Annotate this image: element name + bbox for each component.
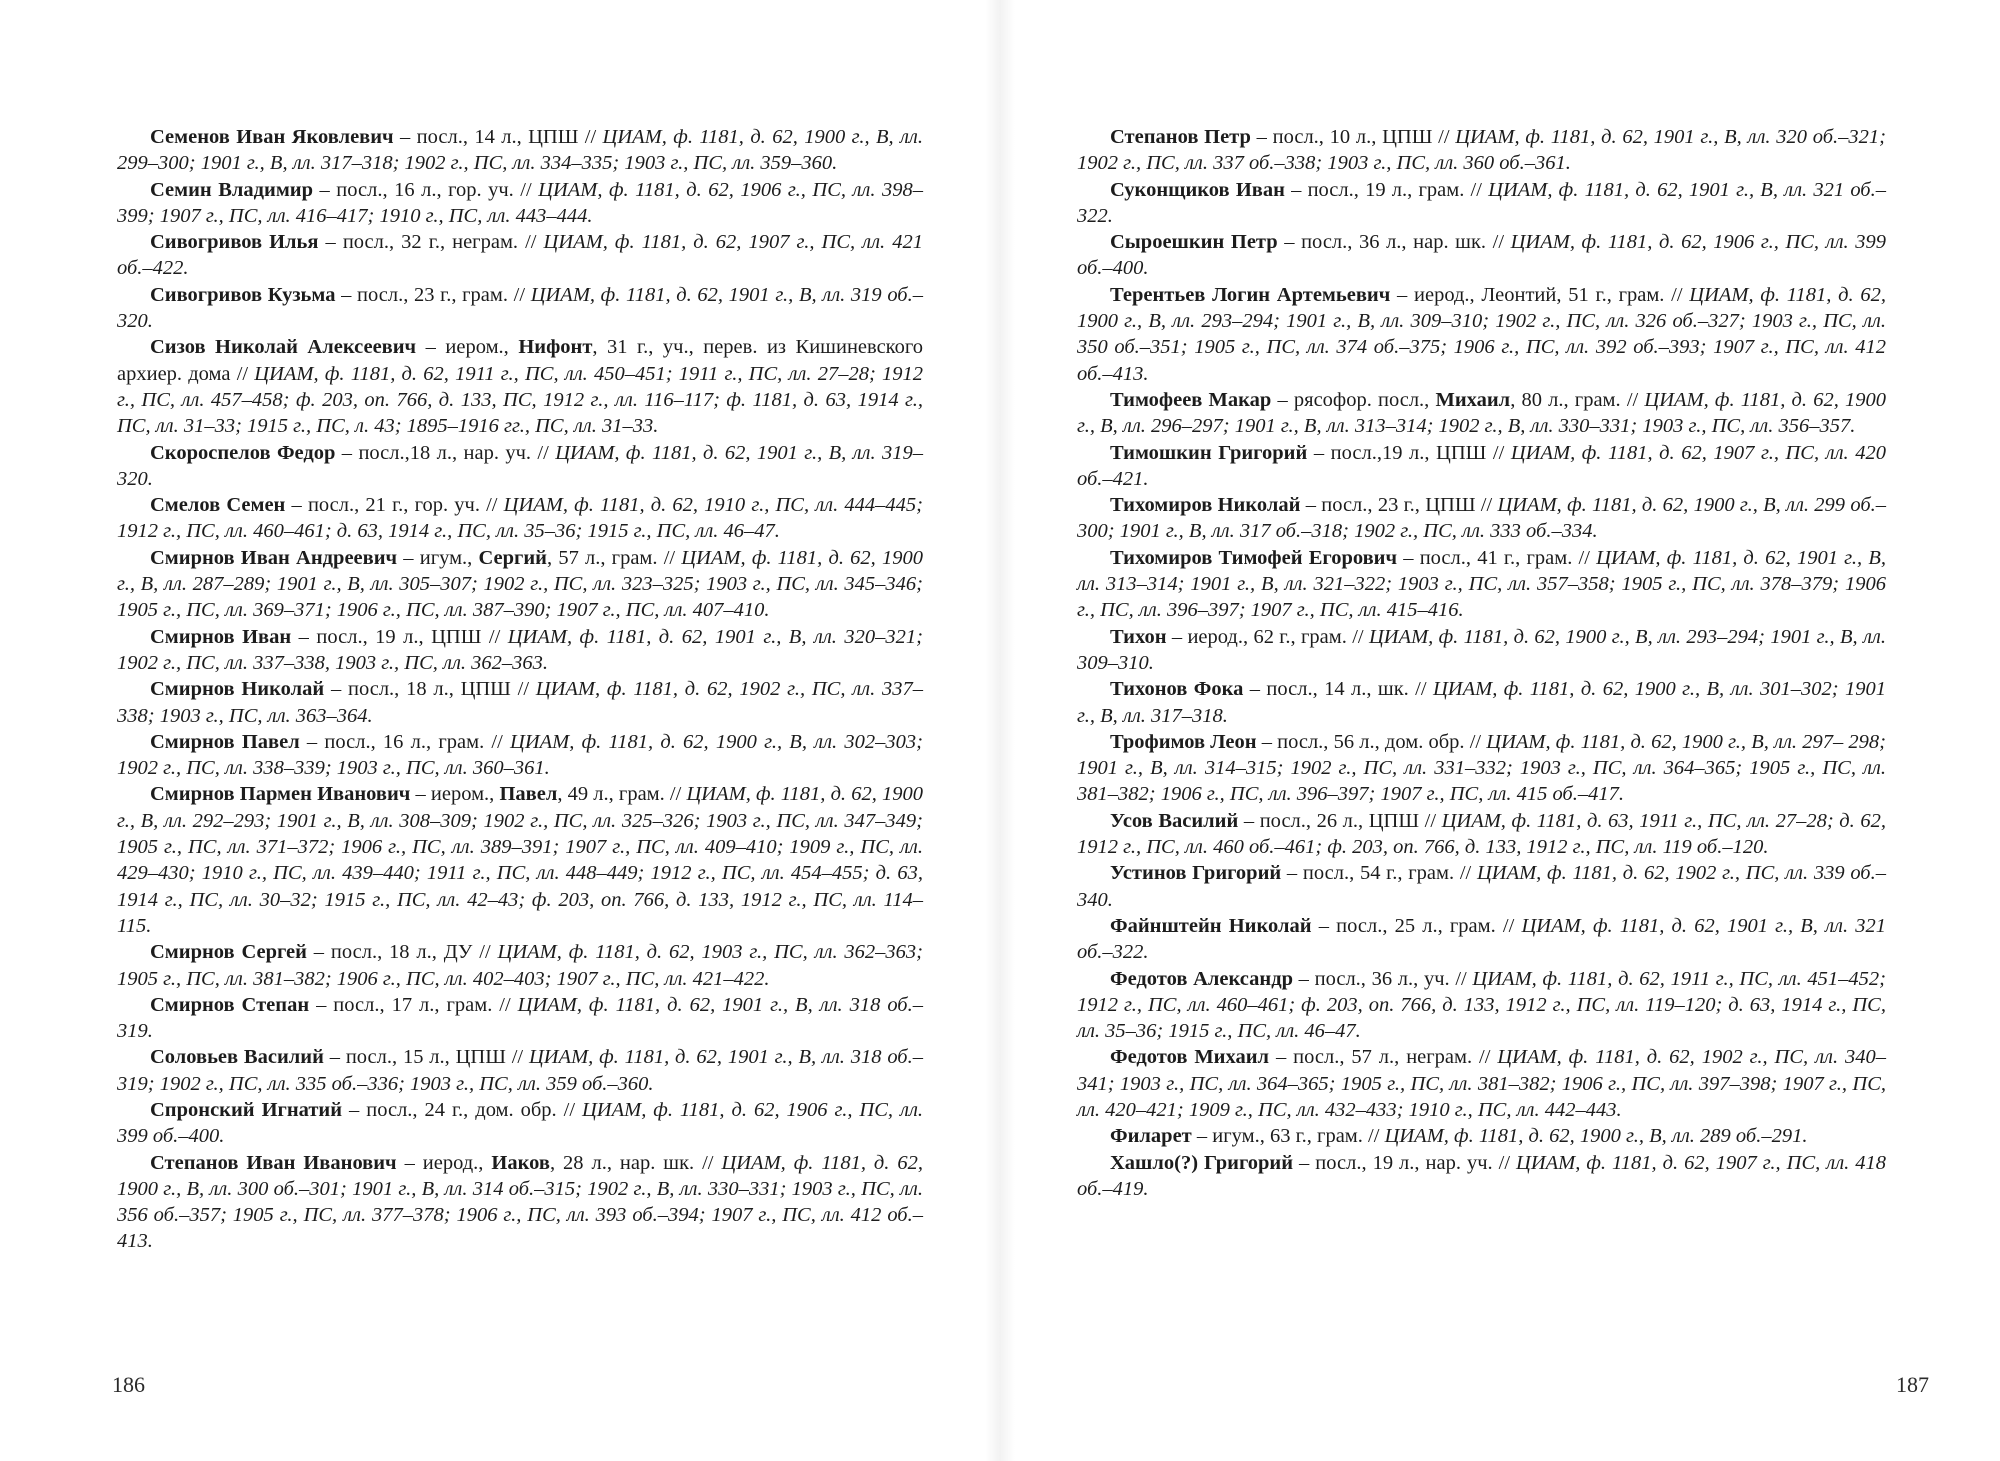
register-entry <box>1077 1044 1886 1123</box>
register-entry <box>1077 1123 1886 1149</box>
register-entry <box>117 939 923 992</box>
entry-description: – посл., 25 л., грам. // <box>1311 914 1522 937</box>
register-entry <box>1077 676 1886 729</box>
entry-name: Тихомиров Николай <box>1110 494 1301 517</box>
entry-name: Тихонов Фока <box>1110 678 1244 701</box>
right-page-column <box>1077 124 1886 1202</box>
entry-description: – посл., 32 г., неграм. // <box>318 231 544 254</box>
entry-name: Тихомиров Тимофей Егорович <box>1110 546 1398 569</box>
register-entry <box>117 1150 923 1255</box>
entry-description: – посл., 41 г., грам. // <box>1397 546 1597 569</box>
entry-description: – иером., <box>410 783 500 806</box>
entry-description: – посл., 16 л., гор. уч. // <box>313 178 539 201</box>
register-entry <box>117 992 923 1045</box>
entry-monastic-name: Сергий <box>478 546 547 569</box>
entry-description: – посл., 16 л., грам. // <box>299 730 511 753</box>
entry-description-continued: , 57 л., грам. // <box>547 546 682 569</box>
entry-archive-reference: ЦИАМ, ф. 1181, д. 62, 1901 г., В, лл. 321 об.–322. <box>1077 178 1886 227</box>
entry-description: – иерод., 62 г., грам. // <box>1166 625 1369 648</box>
entry-description: – игум., <box>397 546 479 569</box>
entry-description: – посл., 24 г., дом. обр. // <box>342 1098 582 1121</box>
entry-archive-reference: ЦИАМ, ф. 1181, д. 62, 1900 г., В, лл. 287–289; 1901 г., В, лл. 305–307; 1902 г., ПС, лл. 323–325; 1903 г., ПС, лл. 345–346; 1905 г., ПС, лл. 369–371; 1906 г., ПС, лл. 387–390; 1907 г., ПС, лл. 407–410. <box>117 546 923 622</box>
register-entry <box>117 1044 923 1097</box>
entry-name: Семин Владимир <box>150 178 314 201</box>
entry-name: Смирнов Иван Андреевич <box>150 546 398 569</box>
entry-archive-reference: ЦИАМ, ф. 1181, д. 62, 1900 г., В, лл. 300 об.–301; 1901 г., В, лл. 314 об.–315; 1902 г., В, лл. 330–331; 1903 г., ПС, лл. 356 об.–357; 1905 г., ПС, лл. 377–378; 1906 г., ПС, лл. 393 об.–394; 1907 г., ПС, лл. 412 об.–413. <box>117 1151 923 1253</box>
entry-name: Тихон <box>1110 625 1167 648</box>
entry-name: Смирнов Сергей <box>150 941 307 964</box>
register-entry <box>1077 229 1886 282</box>
entry-name: Смирнов Пармен Иванович <box>150 783 411 806</box>
entry-archive-reference: ЦИАМ, ф. 1181, д. 62, 1903 г., ПС, лл. 362–363; 1905 г., ПС, лл. 381–382; 1906 г., ПС, лл. 402–403; 1907 г., ПС, лл. 421–422. <box>117 941 923 990</box>
right-page <box>1000 0 2000 1461</box>
entry-monastic-name: Иаков <box>491 1151 550 1174</box>
entry-name: Сивогривов Кузьма <box>150 283 336 306</box>
entry-monastic-name: Нифонт <box>518 336 593 359</box>
entry-name: Смирнов Иван <box>150 625 292 648</box>
register-entry <box>1077 1150 1886 1203</box>
register-entry <box>1077 124 1886 177</box>
register-entry <box>1077 545 1886 624</box>
entry-name: Тимофеев Макар <box>1110 388 1272 411</box>
entry-archive-reference: ЦИАМ, ф. 1181, д. 62, 1900 г., В, лл. 299–300; 1901 г., В, лл. 317–318; 1902 г., ПС, лл. 334–335; 1903 г., ПС, лл. 359–360. <box>117 126 923 175</box>
register-entry <box>117 334 923 439</box>
register-entry <box>117 440 923 493</box>
entry-name: Степанов Иван Иванович <box>150 1151 397 1174</box>
entry-archive-reference: ЦИАМ, ф. 1181, д. 62, 1900 г., В, лл. 293–294; 1901 г., В, лл. 309–310; 1902 г., ПС, лл. 326 об.–327; 1903 г., ПС, лл. 350 об.–351; 1905 г., ПС, лл. 374 об.–375; 1906 г., ПС, лл. 392 об.–393; 1907 г., ПС, лл. 412 об.–413. <box>1077 283 1886 385</box>
entry-description: – посл., 15 л., ЦПШ // <box>323 1046 529 1069</box>
register-entry <box>117 492 923 545</box>
register-entry <box>1077 860 1886 913</box>
entry-monastic-name: Павел <box>499 783 558 806</box>
register-entry <box>1077 492 1886 545</box>
entry-name: Тимошкин Григорий <box>1110 441 1308 464</box>
entry-archive-reference: ЦИАМ, ф. 1181, д. 62, 1911 г., ПС, лл. 451–452; 1912 г., ПС, лл. 460–461; ф. 203, оп. 766, д. 133, 1912 г., ПС, лл. 119–120; д. 63, 1914 г., ПС, лл. 35–36; 1915 г., ПС, лл. 46–47. <box>1077 967 1886 1043</box>
entry-archive-reference: ЦИАМ, ф. 1181, д. 62, 1901 г., В, лл. 318 об.–319. <box>117 993 923 1043</box>
entry-description: – посл., 21 г., гор. уч. // <box>285 494 504 517</box>
entry-name: Устинов Григорий <box>1110 862 1282 885</box>
entry-description: – посл.,19 л., ЦПШ // <box>1307 441 1511 464</box>
entry-description: – иерод., Леонтий, 51 г., грам. // <box>1390 283 1690 306</box>
entry-archive-reference: ЦИАМ, ф. 1181, д. 62, 1901 г., В, лл. 321 об.–322. <box>1077 914 1886 964</box>
entry-name: Сивогривов Илья <box>150 231 319 254</box>
entry-description: – посл., 36 л., нар. шк. // <box>1277 231 1511 254</box>
entry-archive-reference: ЦИАМ, ф. 1181, д. 62, 1901 г., В, лл. 319 об.–320. <box>117 283 923 333</box>
entry-description-continued: , 31 г., уч., перев. из Кишиневского архиер. дома // <box>117 336 923 385</box>
register-entry <box>117 624 923 677</box>
register-entry <box>1077 913 1886 966</box>
left-page-column <box>117 124 923 1255</box>
entry-description: – посл., 19 л., грам. // <box>1284 178 1489 201</box>
register-entry <box>1077 440 1886 493</box>
entry-name: Спронский Игнатий <box>150 1098 343 1121</box>
register-entry <box>1077 966 1886 1045</box>
entry-name: Скороспелов Федор <box>150 441 336 464</box>
entry-archive-reference: ЦИАМ, ф. 1181, д. 62, 1911 г., ПС, лл. 450–451; 1911 г., ПС, лл. 27–28; 1912 г., ПС, лл. 457–458; ф. 203, оп. 766, д. 133, ПС, 1912 г., лл. 116–117; ф. 1181, д. 63, 1914 г., ПС, лл. 31–33; 1915 г., ПС, л. 43; 1895–1916 гг., ПС, лл. 31–33. <box>117 362 923 438</box>
entry-monastic-name: Михаил <box>1435 388 1511 411</box>
entry-description: – посл., 54 г., грам. // <box>1281 862 1477 885</box>
entry-description: – посл., 18 л., ЦПШ // <box>324 678 536 701</box>
entry-description: – посл., 14 л., ЦПШ // <box>393 126 603 148</box>
entry-description: – посл., 56 л., дом. обр. // <box>1256 730 1487 753</box>
register-entry <box>1077 624 1886 677</box>
entry-description: – посл., 19 л., ЦПШ // <box>291 625 508 648</box>
entry-description: – посл., 19 л., нар. уч. // <box>1293 1151 1517 1174</box>
entry-name: Степанов Петр <box>1110 126 1251 148</box>
entry-description-continued: , 28 л., нар. шк. // <box>549 1151 722 1174</box>
entry-name: Семенов Иван Яковлевич <box>150 126 394 148</box>
entry-description: – посл., 57 л., неграм. // <box>1269 1046 1498 1069</box>
entry-name: Трофимов Леон <box>1110 730 1257 753</box>
entry-archive-reference: ЦИАМ, ф. 1181, д. 62, 1901 г., В, лл. 313–314; 1901 г., В, лл. 321–322; 1903 г., ПС, лл. 357–358; 1905 г., ПС, лл. 378–379; 1906 г., ПС, лл. 396–397; 1907 г., ПС, лл. 415–416. <box>1077 546 1886 622</box>
entry-description-continued: , 49 л., грам. // <box>557 783 687 806</box>
entry-description: – посл., 23 г., ЦПШ // <box>1300 494 1498 517</box>
entry-archive-reference: ЦИАМ, ф. 1181, д. 62, 1900 г., В, лл. 293–294; 1901 г., В, лл. 309–310. <box>1077 625 1886 674</box>
entry-name: Смирнов Павел <box>150 730 300 753</box>
entry-name: Соловьев Василий <box>150 1046 324 1069</box>
page-number-left: 186 <box>112 1372 145 1397</box>
register-entry <box>117 781 923 939</box>
register-entry <box>117 676 923 729</box>
entry-name: Федотов Михаил <box>1110 1046 1270 1069</box>
entry-name: Смирнов Степан <box>150 993 310 1016</box>
entry-description-continued: , 80 л., грам. // <box>1510 388 1645 411</box>
entry-description: – посл., 36 л., уч. // <box>1292 967 1473 990</box>
entry-name: Суконщиков Иван <box>1110 178 1285 201</box>
entry-archive-reference: ЦИАМ, ф. 1181, д. 62, 1900 г., В, лл. 301–302; 1901 г., В, лл. 317–318. <box>1077 678 1886 727</box>
register-entry <box>117 545 923 624</box>
entry-archive-reference: ЦИАМ, ф. 1181, д. 62, 1902 г., ПС, лл. 340–341; 1903 г., ПС, лл. 364–365; 1905 г., ПС, лл. 381–382; 1906 г., ПС, лл. 397–398; 1907 г., ПС, лл. 420–421; 1909 г., ПС, лл. 432–433; 1910 г., ПС, лл. 442–443. <box>1077 1046 1886 1121</box>
entry-archive-reference: ЦИАМ, ф. 1181, д. 62, 1901 г., В, лл. 320 об.–321; 1902 г., ПС, лл. 337 об.–338; 1903 г., ПС, лл. 360 об.–361. <box>1077 126 1886 175</box>
register-entry <box>117 729 923 782</box>
register-entry <box>1077 387 1886 440</box>
register-entry <box>117 124 923 177</box>
entry-archive-reference: ЦИАМ, ф. 1181, д. 62, 1910 г., ПС, лл. 444–445; 1912 г., ПС, лл. 460–461; д. 63, 1914 г., ПС, лл. 35–36; 1915 г., ПС, лл. 46–47. <box>117 494 923 543</box>
entry-archive-reference: ЦИАМ, ф. 1181, д. 62, 1900 г., В, лл. 289 об.–291. <box>1384 1125 1808 1148</box>
entry-description: – иером., <box>416 336 519 359</box>
register-entry <box>117 282 923 335</box>
entry-description: – посл.,18 л., нар. уч. // <box>335 441 556 464</box>
register-entry <box>1077 729 1886 808</box>
entry-archive-reference: ЦИАМ, ф. 1181, д. 62, 1901 г., В, лл. 320–321; 1902 г., ПС, лл. 337–338, 1903 г., ПС, лл. 362–363. <box>117 625 923 674</box>
register-entry <box>117 229 923 282</box>
entry-archive-reference: ЦИАМ, ф. 1181, д. 62, 1902 г., ПС, лл. 339 об.–340. <box>1077 862 1886 911</box>
entry-archive-reference: ЦИАМ, ф. 1181, д. 62, 1907 г., ПС, лл. 420 об.–421. <box>1077 441 1886 490</box>
entry-description: – посл., 18 л., ДУ // <box>306 941 498 964</box>
entry-name: Терентьев Логин Артемьевич <box>1110 283 1391 306</box>
entry-description: – игум., 63 г., грам. // <box>1191 1125 1385 1148</box>
entry-archive-reference: ЦИАМ, ф. 1181, д. 62, 1900 г., В, лл. 299 об.–300; 1901 г., В, лл. 317 об.–318; 1902 г., ПС, лл. 333 об.–334. <box>1077 494 1886 543</box>
page-number-right: 187 <box>1896 1372 1929 1397</box>
entry-archive-reference: ЦИАМ, ф. 1181, д. 62, 1901 г., В, лл. 318 об.–319; 1902 г., ПС, лл. 335 об.–336; 1903 г., ПС, лл. 359 об.–360. <box>117 1046 923 1095</box>
entry-description: – посл., 23 г., грам. // <box>335 283 531 306</box>
entry-archive-reference: ЦИАМ, ф. 1181, д. 62, 1901 г., В, лл. 319–320. <box>117 441 924 490</box>
entry-name: Смелов Семен <box>150 494 286 517</box>
register-entry <box>117 1097 923 1150</box>
entry-name: Сыроешкин Петр <box>1110 231 1278 254</box>
entry-description: – рясофор. посл., <box>1271 388 1436 411</box>
entry-name: Сизов Николай Алексеевич <box>150 336 417 359</box>
entry-archive-reference: ЦИАМ, ф. 1181, д. 62, 1906 г., ПС, лл. 399 об.–400. <box>1077 231 1886 280</box>
entry-archive-reference: ЦИАМ, ф. 1181, д. 63, 1911 г., ПС, лл. 27–28; д. 62, 1912 г., ПС, лл. 460 об.–461; ф. 203, оп. 766, д. 133, 1912 г., ПС, лл. 119 об.–120. <box>1077 809 1886 859</box>
register-entry <box>1077 177 1886 230</box>
entry-description: – посл., 10 л., ЦПШ // <box>1250 126 1456 148</box>
entry-archive-reference: ЦИАМ, ф. 1181, д. 62, 1900 г., В, лл. 296–297; 1901 г., В, лл. 313–314; 1902 г., В, лл. 330–331; 1903 г., ПС, лл. 356–357. <box>1077 388 1886 438</box>
entry-description: – посл., 14 л., шк. // <box>1243 678 1433 701</box>
entry-archive-reference: ЦИАМ, ф. 1181, д. 62, 1906 г., ПС, лл. 399 об.–400. <box>117 1098 924 1148</box>
entry-name: Филарет <box>1110 1125 1192 1148</box>
register-entry <box>117 177 923 230</box>
entry-archive-reference: ЦИАМ, ф. 1181, д. 62, 1900 г., В, лл. 297– 298; 1901 г., В, лл. 314–315; 1902 г., ПС, лл. 331–332; 1903 г., ПС, лл. 364–365; 1905 г., ПС, лл. 381–382; 1906 г., ПС, лл. 396–397; 1907 г., ПС, лл. 415 об.–417. <box>1077 730 1886 806</box>
entry-archive-reference: ЦИАМ, ф. 1181, д. 62, 1906 г., ПС, лл. 398–399; 1907 г., ПС, лл. 416–417; 1910 г., ПС, лл. 443–444. <box>117 178 923 227</box>
entry-name: Хашло(?) Григорий <box>1110 1151 1294 1174</box>
entry-name: Федотов Александр <box>1110 967 1293 990</box>
entry-description: – иерод., <box>396 1151 492 1174</box>
entry-name: Файнштейн Николай <box>1110 914 1312 937</box>
entry-name: Смирнов Николай <box>150 678 325 701</box>
entry-archive-reference: ЦИАМ, ф. 1181, д. 62, 1900 г., В, лл. 292–293; 1901 г., В, лл. 308–309; 1902 г., ПС, лл. 325–326; 1903 г., ПС, лл. 347–349; 1905 г., ПС, лл. 371–372; 1906 г., ПС, лл. 389–391; 1907 г., ПС, лл. 409–410; 1909 г., ПС, лл. 429–430; 1910 г., ПС, лл. 439–440; 1911 г., ПС, лл. 448–449; 1912 г., ПС, лл. 454–455; д. 63, 1914 г., ПС, лл. 30–32; 1915 г., ПС, лл. 42–43; ф. 203, оп. 766, д. 133, 1912 г., ПС, лл. 114–115. <box>117 783 923 937</box>
entry-archive-reference: ЦИАМ, ф. 1181, д. 62, 1902 г., ПС, лл. 337–338; 1903 г., ПС, лл. 363–364. <box>117 678 923 727</box>
entry-description: – посл., 26 л., ЦПШ // <box>1238 809 1442 832</box>
entry-archive-reference: ЦИАМ, ф. 1181, д. 62, 1907 г., ПС, лл. 421 об.–422. <box>117 231 923 280</box>
entry-archive-reference: ЦИАМ, ф. 1181, д. 62, 1900 г., В, лл. 302–303; 1902 г., ПС, лл. 338–339; 1903 г., ПС, лл. 360–361. <box>117 730 923 780</box>
register-entry <box>1077 282 1886 387</box>
entry-name: Усов Василий <box>1110 809 1239 832</box>
entry-description: – посл., 17 л., грам. // <box>309 993 518 1016</box>
register-entry <box>1077 808 1886 861</box>
entry-archive-reference: ЦИАМ, ф. 1181, д. 62, 1907 г., ПС, лл. 418 об.–419. <box>1077 1151 1886 1200</box>
